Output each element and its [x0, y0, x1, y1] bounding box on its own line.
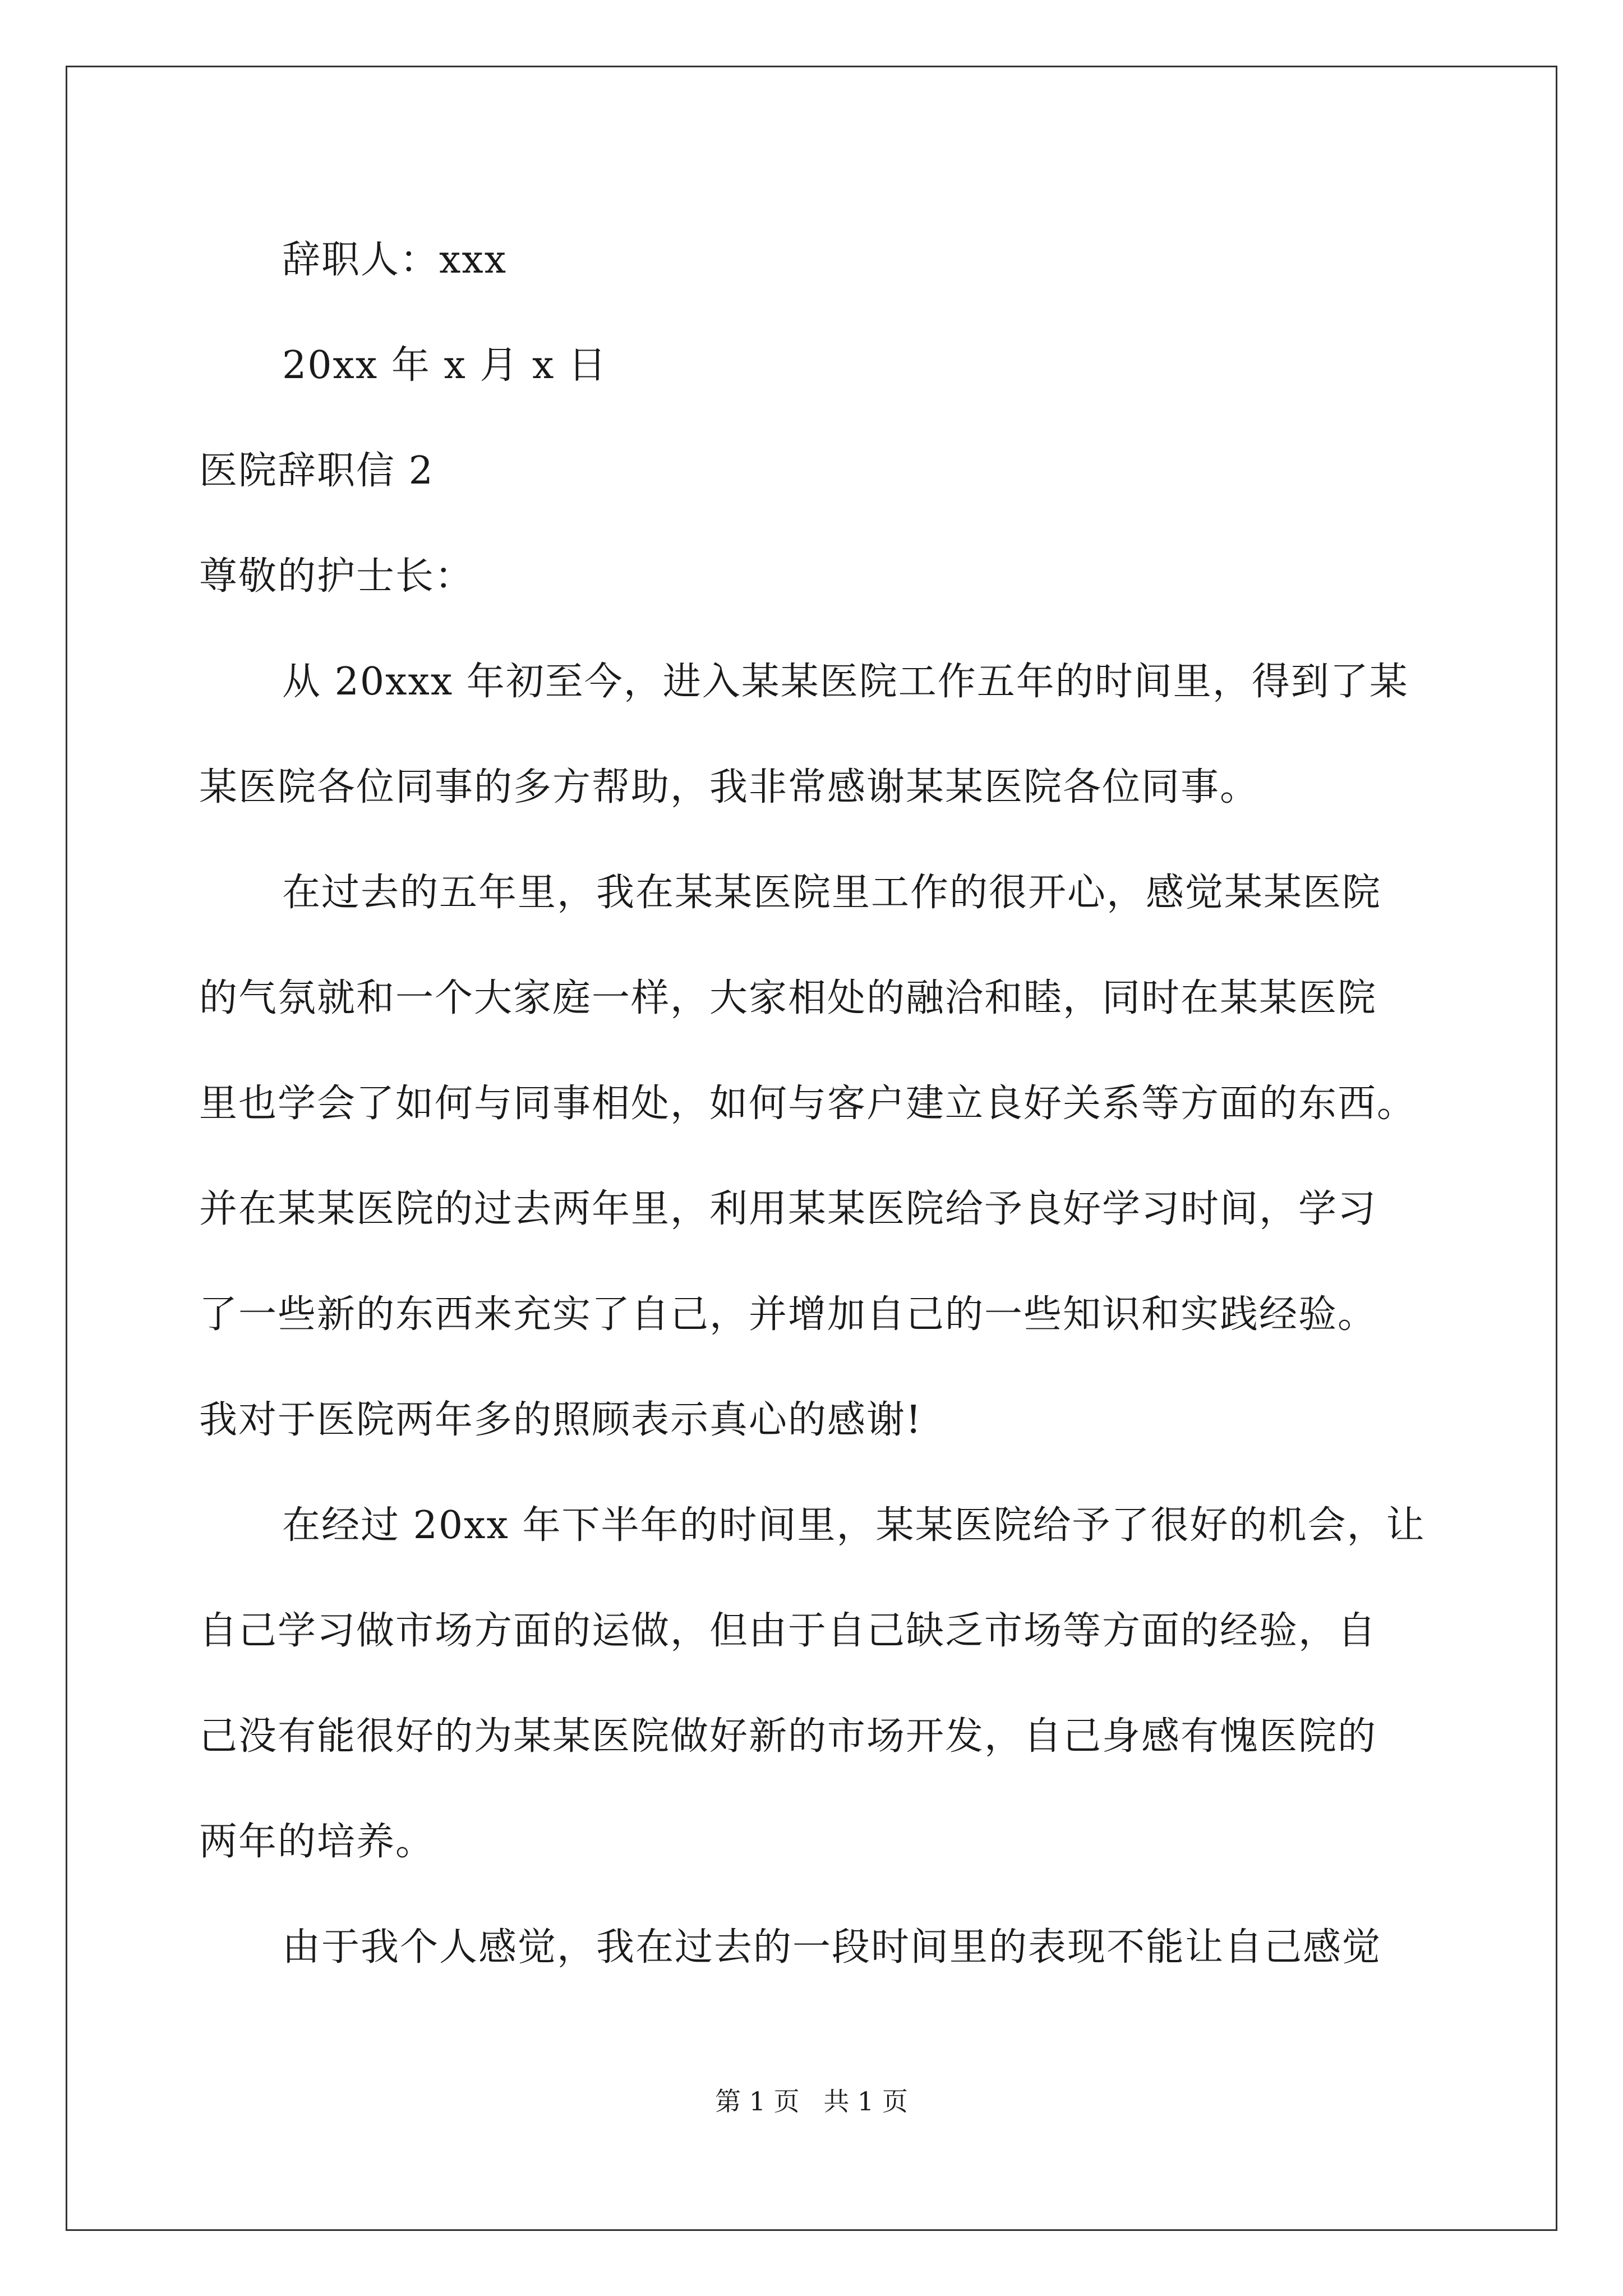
page-footer [0, 2081, 1623, 2118]
page-number-total: 共 1 页 [823, 2086, 908, 2116]
date-line: 20xx 年 x 月 x 日 [282, 343, 608, 388]
paragraph-line: 两年的培养。 [199, 1820, 435, 1864]
paragraph-line: 由于我个人感觉，我在过去的一段时间里的表现不能让自己感觉 [282, 1925, 1382, 1970]
paragraph-line: 从 20xxx 年初至今，进入某某医院工作五年的时间里，得到了某 [282, 660, 1409, 704]
paragraph-line: 了一些新的东西来充实了自己，并增加自己的一些知识和实践经验。 [199, 1292, 1377, 1337]
paragraph-line: 的气氛就和一个大家庭一样，大家相处的融洽和睦，同时在某某医院 [199, 976, 1377, 1020]
paragraph-line: 某医院各位同事的多方帮助，我非常感谢某某医院各位同事。 [199, 765, 1260, 809]
document-body [199, 208, 1433, 2000]
salutation: 尊敬的护士长： [199, 554, 474, 599]
paragraph-line: 己没有能很好的为某某医院做好新的市场开发，自己身感有愧医院的 [199, 1714, 1377, 1759]
paragraph-line: 在过去的五年里，我在某某医院里工作的很开心，感觉某某医院 [282, 871, 1382, 915]
signer-line: 辞职人：xxx [282, 238, 508, 282]
paragraph-line: 自己学习做市场方面的运做，但由于自己缺乏市场等方面的经验，自 [199, 1609, 1377, 1653]
paragraph-line: 我对于医院两年多的照顾表示真心的感谢! [199, 1398, 923, 1442]
paragraph-line: 并在某某医院的过去两年里，利用某某医院给予良好学习时间，学习 [199, 1187, 1377, 1231]
paragraph-line: 里也学会了如何与同事相处，如何与客户建立良好关系等方面的东西。 [199, 1082, 1417, 1126]
paragraph-line: 在经过 20xx 年下半年的时间里，某某医院给予了很好的机会，让 [282, 1503, 1426, 1548]
section-title: 医院辞职信 2 [199, 449, 434, 493]
page-number-current: 第 1 页 [715, 2086, 800, 2116]
